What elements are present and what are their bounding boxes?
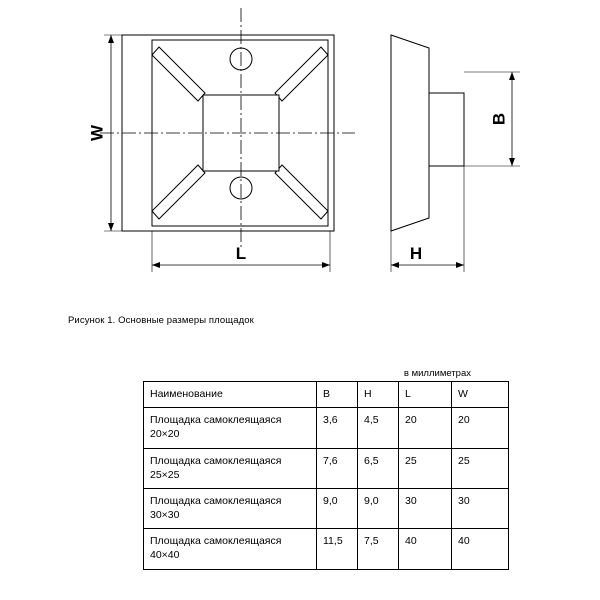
cell-l: 40 xyxy=(399,529,452,569)
cell-b: 7,6 xyxy=(317,448,358,488)
header-h: H xyxy=(358,382,399,408)
cell-h: 6,5 xyxy=(358,448,399,488)
cell-b: 9,0 xyxy=(317,488,358,528)
cell-h: 9,0 xyxy=(358,488,399,528)
table-row xyxy=(144,488,509,528)
cell-w: 30 xyxy=(452,488,509,528)
label-h: H xyxy=(409,244,423,263)
side-view xyxy=(391,35,464,231)
table-row xyxy=(144,448,509,488)
header-name: Наименование xyxy=(144,382,317,408)
cell-w: 20 xyxy=(452,408,509,448)
label-l: L xyxy=(235,244,247,263)
cell-name: Площадка самоклеящаяся 20×20 xyxy=(144,408,317,448)
header-l: L xyxy=(399,382,452,408)
cell-h: 4,5 xyxy=(358,408,399,448)
table-row xyxy=(144,408,509,448)
cell-l: 20 xyxy=(399,408,452,448)
cell-w: 25 xyxy=(452,448,509,488)
cell-b: 3,6 xyxy=(317,408,358,448)
cell-l: 30 xyxy=(399,488,452,528)
specifications-table xyxy=(143,381,509,570)
header-w: W xyxy=(452,382,509,408)
cell-name: Площадка самоклеящаяся 40×40 xyxy=(144,529,317,569)
units-note: в миллиметрах xyxy=(403,368,471,379)
cell-h: 7,5 xyxy=(358,529,399,569)
table-row xyxy=(144,529,509,569)
table-header-row xyxy=(144,382,509,408)
cell-w: 40 xyxy=(452,529,509,569)
label-w: W xyxy=(87,124,107,142)
label-b: B xyxy=(489,112,509,126)
cell-b: 11,5 xyxy=(317,529,358,569)
cell-l: 25 xyxy=(399,448,452,488)
header-b: B xyxy=(317,382,358,408)
cell-name: Площадка самоклеящаяся 25×25 xyxy=(144,448,317,488)
figure-caption: Рисунок 1. Основные размеры площадок xyxy=(68,315,254,326)
cell-name: Площадка самоклеящаяся 30×30 xyxy=(144,488,317,528)
